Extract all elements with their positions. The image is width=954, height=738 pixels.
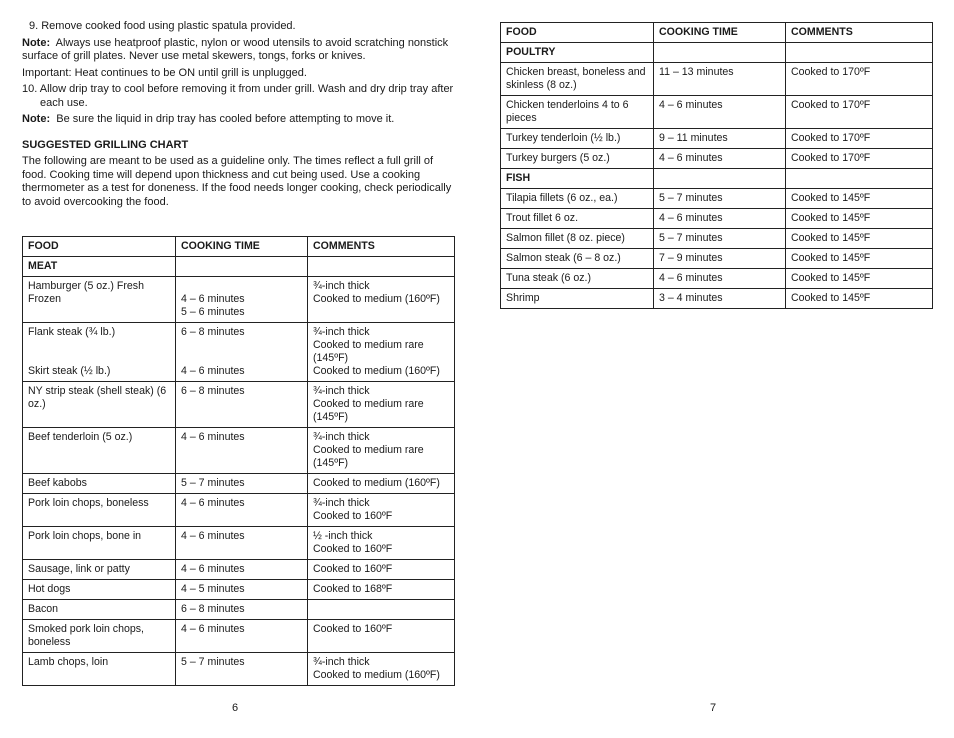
- food-cell: [501, 63, 654, 96]
- time-cell-text: 3 – 4 minutes: [659, 292, 723, 304]
- food-cell: [23, 620, 176, 653]
- comments-cell-text: ¾-inch thick: [313, 431, 370, 443]
- note-text: Be sure the liquid in drip tray has cooled before attempting to move it.: [56, 113, 395, 125]
- table-header-row: [23, 237, 455, 257]
- comments-cell-text: ¾-inch thick: [313, 656, 370, 668]
- note-text: Always use heatproof plastic, nylon or wood utensils to avoid scratching nonstick surface of grill plates. Never use metal skewers, tongs, forks or knives.: [22, 36, 449, 62]
- table-row: [23, 620, 455, 653]
- table-row: [501, 129, 933, 149]
- comments-cell-text: Cooked to 145ºF: [791, 212, 871, 224]
- time-cell: [654, 289, 786, 309]
- note-label: Note:: [22, 36, 51, 49]
- food-cell-text: Pork loin chops, boneless: [28, 497, 149, 509]
- time-cell-text: 4 – 6 minutes: [181, 431, 245, 443]
- time-cell: [176, 474, 308, 494]
- header-food: FOOD: [501, 23, 654, 43]
- comments-cell-text: ½ -inch thick: [313, 530, 373, 542]
- time-cell-text: 5 – 7 minutes: [181, 477, 245, 489]
- food-cell: [501, 289, 654, 309]
- comments-cell: [308, 527, 455, 560]
- header-time: COOKING TIME: [176, 237, 308, 257]
- page-number: 7: [710, 702, 717, 714]
- comments-cell-text: ¾-inch thick: [313, 280, 370, 292]
- step-10: 10. Allow drip tray to cool before removing it from under grill. Wash and dry drip tray after each use.: [22, 83, 454, 109]
- comments-cell: [786, 129, 933, 149]
- comments-cell-text: Cooked to 168ºF: [313, 583, 393, 595]
- comments-cell: [786, 96, 933, 129]
- food-cell-text: Beef tenderloin (5 oz.): [28, 431, 133, 443]
- time-cell-text: 6 – 8 minutes: [181, 326, 245, 338]
- food-cell-text: Turkey tenderloin (½ lb.): [506, 132, 621, 144]
- food-cell-text: Shrimp: [506, 292, 540, 304]
- category-row: [23, 257, 455, 277]
- time-cell: [176, 560, 308, 580]
- time-cell: [176, 653, 308, 686]
- time-cell: [176, 600, 308, 620]
- table-row: [23, 382, 455, 428]
- header-comments: COMMENTS: [308, 237, 455, 257]
- food-cell-text: Frozen: [28, 293, 61, 305]
- food-cell-text: Salmon fillet (8 oz. piece): [506, 232, 625, 244]
- comments-cell: [308, 428, 455, 474]
- instructions: [22, 20, 456, 212]
- food-cell: [23, 323, 176, 382]
- table-row: [501, 289, 933, 309]
- food-cell: [23, 653, 176, 686]
- time-cell: [654, 63, 786, 96]
- time-cell-text: 4 – 6 minutes: [181, 623, 245, 635]
- food-cell-text: Beef kabobs: [28, 477, 87, 489]
- header-comments: COMMENTS: [786, 23, 933, 43]
- food-cell-text: NY strip steak (shell steak) (6 oz.): [28, 385, 167, 410]
- comments-cell-text: Cooked to medium (160ºF): [313, 365, 440, 377]
- time-cell-text: 4 – 6 minutes: [181, 293, 245, 305]
- comments-cell-text: Cooked to 170ºF: [791, 132, 871, 144]
- comments-cell-text: Cooked to 145ºF: [791, 232, 871, 244]
- time-cell-text: 4 – 6 minutes: [181, 530, 245, 542]
- comments-cell-text: Cooked to medium (160ºF): [313, 477, 440, 489]
- food-cell-text: Flank steak (¾ lb.): [28, 326, 116, 338]
- table-row: [23, 474, 455, 494]
- note-2: [22, 113, 456, 127]
- note-1: [22, 37, 456, 64]
- table-row: [501, 149, 933, 169]
- food-cell: [23, 600, 176, 620]
- comments-cell-text: Cooked to medium rare (145ºF): [313, 444, 424, 469]
- comments-cell-text: Cooked to medium rare (145ºF): [313, 398, 424, 423]
- chart-heading: SUGGESTED GRILLING CHART: [22, 138, 189, 151]
- comments-cell-text: Cooked to 160ºF: [313, 543, 393, 555]
- time-cell-text: 4 – 6 minutes: [181, 365, 245, 377]
- table-row: [23, 560, 455, 580]
- time-cell: [654, 249, 786, 269]
- comments-cell: [308, 277, 455, 323]
- comments-cell-text: Cooked to 170ºF: [791, 152, 871, 164]
- table-row: [23, 277, 455, 323]
- time-cell: [176, 277, 308, 323]
- table-row: [501, 189, 933, 209]
- comments-cell: [308, 653, 455, 686]
- header-time: COOKING TIME: [654, 23, 786, 43]
- comments-cell: [308, 620, 455, 653]
- category-label: MEAT: [23, 257, 176, 277]
- time-cell: [654, 129, 786, 149]
- time-cell: [176, 527, 308, 560]
- time-cell-text: 4 – 6 minutes: [659, 212, 723, 224]
- category-row: [501, 43, 933, 63]
- poultry-fish-table: [500, 22, 933, 309]
- comments-cell-text: ¾-inch thick: [313, 497, 370, 509]
- chart-intro: The following are meant to be used as a guideline only. The times reflect a full grill of food. Cooking time will depend upon thickness and cut being used. Use a cooking thermometer as a test for doneness. If the food needs longer cooking, check periodically to avoid overcooking the food.: [22, 155, 452, 208]
- time-cell-text: 4 – 6 minutes: [659, 272, 723, 284]
- comments-cell: [308, 600, 455, 620]
- time-cell: [176, 494, 308, 527]
- time-cell-text: 4 – 6 minutes: [181, 563, 245, 575]
- time-cell: [654, 96, 786, 129]
- table-row: [23, 323, 455, 382]
- comments-cell-text: ¾-inch thick: [313, 385, 370, 397]
- food-cell-text: Skirt steak (½ lb.): [28, 365, 111, 377]
- comments-cell: [786, 249, 933, 269]
- comments-cell-text: Cooked to 170ºF: [791, 99, 871, 111]
- category-label: POULTRY: [501, 43, 654, 63]
- time-cell: [654, 209, 786, 229]
- comments-cell-text: Cooked to 170ºF: [791, 66, 871, 78]
- time-cell: [654, 189, 786, 209]
- table-row: [501, 269, 933, 289]
- note-label: Note:: [22, 113, 51, 125]
- time-cell: [176, 428, 308, 474]
- food-cell-text: Sausage, link or patty: [28, 563, 130, 575]
- comments-cell-text: Cooked to 160ºF: [313, 623, 393, 635]
- food-cell-text: Turkey burgers (5 oz.): [506, 152, 610, 164]
- food-cell: [23, 277, 176, 323]
- food-cell-text: Chicken tenderloins 4 to 6 pieces: [506, 99, 629, 124]
- time-cell: [176, 620, 308, 653]
- important-text: Important: Heat continues to be ON until grill is unplugged.: [22, 66, 307, 79]
- comments-cell: [786, 149, 933, 169]
- table-row: [23, 494, 455, 527]
- food-cell: [23, 494, 176, 527]
- food-cell-text: Chicken breast, boneless and skinless (8 oz.): [506, 66, 646, 91]
- time-cell: [176, 382, 308, 428]
- food-cell-text: Hamburger (5 oz.) Fresh: [28, 280, 144, 292]
- food-cell: [501, 229, 654, 249]
- time-cell-text: 5 – 7 minutes: [659, 232, 723, 244]
- time-cell: [654, 229, 786, 249]
- time-cell: [176, 580, 308, 600]
- time-cell: [176, 323, 308, 382]
- time-cell-text: 4 – 6 minutes: [659, 99, 723, 111]
- food-cell-text: Tilapia fillets (6 oz., ea.): [506, 192, 618, 204]
- food-cell: [501, 149, 654, 169]
- comments-cell-text: Cooked to 145ºF: [791, 252, 871, 264]
- food-cell: [23, 560, 176, 580]
- food-cell-text: Hot dogs: [28, 583, 71, 595]
- comments-cell: [308, 580, 455, 600]
- comments-cell-text: ¾-inch thick: [313, 326, 370, 338]
- category-row: [501, 169, 933, 189]
- time-cell-text: 4 – 6 minutes: [659, 152, 723, 164]
- time-cell-text: 11 – 13 minutes: [659, 66, 734, 78]
- comments-cell: [786, 289, 933, 309]
- time-cell-text: 6 – 8 minutes: [181, 385, 245, 397]
- comments-cell-text: Cooked to 160ºF: [313, 563, 393, 575]
- table-row: [501, 229, 933, 249]
- header-food: FOOD: [23, 237, 176, 257]
- food-cell-text: Bacon: [28, 603, 59, 615]
- comments-cell-text: Cooked to 160ºF: [313, 510, 393, 522]
- step-9: 9. Remove cooked food using plastic spatula provided.: [29, 20, 296, 32]
- food-cell: [501, 189, 654, 209]
- time-cell-text: 7 – 9 minutes: [659, 252, 723, 264]
- food-cell-text: Salmon steak (6 – 8 oz.): [506, 252, 621, 264]
- comments-cell: [308, 494, 455, 527]
- food-cell: [23, 580, 176, 600]
- time-cell-text: 6 – 8 minutes: [181, 603, 245, 615]
- time-cell: [654, 149, 786, 169]
- table-row: [23, 580, 455, 600]
- comments-cell-text: Cooked to medium (160ºF): [313, 293, 440, 305]
- comments-cell: [786, 63, 933, 96]
- category-label: FISH: [501, 169, 654, 189]
- comments-cell: [786, 229, 933, 249]
- comments-cell-text: Cooked to medium (160ºF): [313, 669, 440, 681]
- food-cell: [501, 129, 654, 149]
- comments-cell-text: Cooked to 145ºF: [791, 272, 871, 284]
- time-cell-text: 5 – 7 minutes: [181, 656, 245, 668]
- table-row: [501, 209, 933, 229]
- comments-cell: [786, 269, 933, 289]
- food-cell: [23, 428, 176, 474]
- page-number: 6: [232, 702, 239, 714]
- food-cell-text: Trout fillet 6 oz.: [506, 212, 579, 224]
- food-cell-text: Lamb chops, loin: [28, 656, 109, 668]
- food-cell: [23, 382, 176, 428]
- table-row: [501, 96, 933, 129]
- time-cell-text: 5 – 7 minutes: [659, 192, 723, 204]
- time-cell-text: 4 – 5 minutes: [181, 583, 245, 595]
- time-cell: [654, 269, 786, 289]
- food-cell: [23, 474, 176, 494]
- table-row: [23, 527, 455, 560]
- food-cell-text: Pork loin chops, bone in: [28, 530, 142, 542]
- food-cell: [501, 96, 654, 129]
- table-row: [501, 63, 933, 96]
- table-row: [23, 653, 455, 686]
- comments-cell: [786, 209, 933, 229]
- comments-cell: [308, 382, 455, 428]
- meat-table: [22, 236, 455, 686]
- comments-cell: [308, 474, 455, 494]
- comments-cell-text: Cooked to 145ºF: [791, 192, 871, 204]
- time-cell-text: 4 – 6 minutes: [181, 497, 245, 509]
- table-header-row: [501, 23, 933, 43]
- comments-cell: [308, 560, 455, 580]
- table-row: [23, 428, 455, 474]
- comments-cell-text: Cooked to medium rare (145ºF): [313, 339, 424, 364]
- time-cell-text: 5 – 6 minutes: [181, 306, 245, 318]
- table-row: [501, 249, 933, 269]
- food-cell-text: Tuna steak (6 oz.): [506, 272, 591, 284]
- comments-cell: [308, 323, 455, 382]
- food-cell: [23, 527, 176, 560]
- food-cell-text: Smoked pork loin chops, boneless: [28, 623, 145, 648]
- table-row: [23, 600, 455, 620]
- food-cell: [501, 249, 654, 269]
- comments-cell: [786, 189, 933, 209]
- comments-cell-text: Cooked to 145ºF: [791, 292, 871, 304]
- time-cell-text: 9 – 11 minutes: [659, 132, 728, 144]
- food-cell: [501, 209, 654, 229]
- food-cell: [501, 269, 654, 289]
